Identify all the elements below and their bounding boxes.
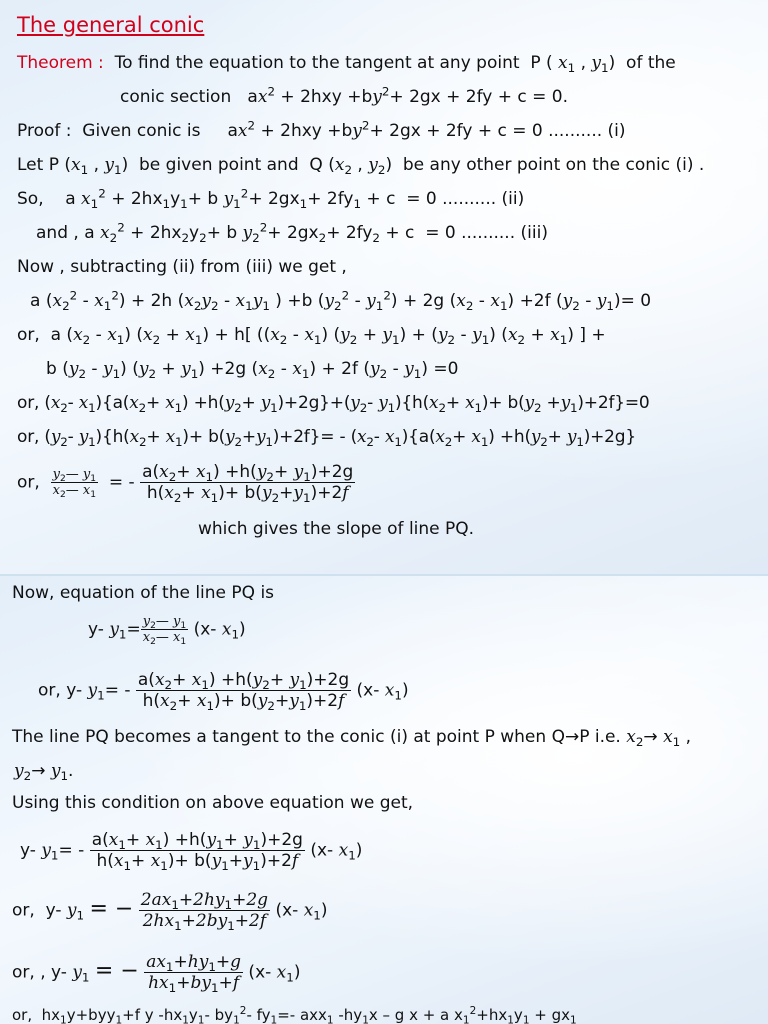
eq-5: or, ($y_2-$ $y_1)\{h(x_2+ x_1)+ b(y_2+y_1)+2f\}= - (x_2-$ $x_1)\{a(x_2+ x_1) +h(y_2+ y_1)+2g\}$ (17, 427, 636, 450)
tangent-line-2: $y_2\to y_1$. (14, 761, 74, 784)
eq-11: or, , y- $y_1$ = − $\frac{ax_1+hy_1+g}{hx_1+by_1+f}$ (x- $x_1$) (12, 952, 301, 996)
theorem-conic: conic section $ax^2 + 2hxy +by^2+ 2gx + 2fy + c = 0$. (120, 84, 569, 107)
theorem-line (17, 52, 676, 74)
eq-6: or, $\frac{y_2— y_1}{x_2— x_1}$ = - $\frac{a(x_2+ x_1) +h(y_2+ y_1)+2g}{h(x_2+ x_1)+ b(y_2+y_1)+2f}$ (17, 462, 354, 506)
tangent-expression-1: $\frac{a(x_1+ x_1) +h(y_1+ y_1)+2g}{h(x_1+ x_1)+ b(y_1+y_1)+2f}$ (91, 830, 303, 874)
let-line: Let P ($x_1$ , $y_1$) be given point and Q ($x_2$ , $y_2$) be any other point on the conic (i) . (17, 155, 705, 178)
tangent-expression-2: $\frac{2ax_1+2hy_1+2g}{2hx_1+2by_1+2f}$ (140, 890, 269, 934)
slope-fraction: $\frac{y_2— y_1}{x_2— x_1}$ (52, 467, 97, 501)
eq-9: y- $y_1=$ - $\frac{a(x_1+ x_1) +h(y_1+ y_1)+2g}{h(x_1+ x_1)+ b(y_1+y_1)+2f}$ (x- $x_1$) (20, 830, 363, 874)
subtract-line: Now , subtracting (ii) from (iii) we get , (17, 257, 347, 277)
theorem-label: Theorem : (17, 53, 104, 73)
eq-8: or, y- $y_1=$ - $\frac{a(x_2+ x_1) +h(y_2+ y_1)+2g}{h(x_2+ x_1)+ b(y_2+y_1)+2f}$ (x- $x_1$) (38, 670, 409, 714)
condition-line: Using this condition on above equation we get, (12, 793, 414, 813)
tangent-expression-3: $\frac{ax_1+hy_1+g}{hx_1+by_1+f}$ (146, 952, 242, 996)
pq-slope-fraction: $\frac{y_2— y_1}{x_2— x_1}$ (142, 614, 187, 648)
slope-note: which gives the slope of line PQ. (198, 519, 475, 539)
eq-iii: and , a $x_2^2 + 2hx_2y_2+ b$ $y_2^2+ 2gx_2+ 2fy_2 + c = 0$ .......... (iii) (36, 220, 548, 246)
eq-10: or, y- $y_1$ = − $\frac{2ax_1+2hy_1+2g}{2hx_1+2by_1+2f}$ (x- $x_1$) (12, 890, 328, 934)
eq-12: or, $hx_1y+byy_1+f$ y $-hx_1y_1-$ $by_1^2-$ $fy_1=-$ axx$_1$ $-hy_1x$ – g x + a $x_1^2+hx_1y_1 + gx_1$ (12, 1005, 577, 1024)
slide-title: The general conic (17, 13, 205, 37)
pq-expression: $\frac{a(x_2+ x_1) +h(y_2+ y_1)+2g}{h(x_2+ x_1)+ b(y_2+y_1)+2f}$ (137, 670, 350, 714)
eq-4: or, ($x_2-$ $x_1)\{a(x_2+ x_1) +h(y_2+ y_1)+2g\}+(y_2-$ $y_1)\{h(x_2+ x_1)+ b(y_2 +y_1)+2f\}=0$ (17, 393, 650, 416)
eq-3: b $(y_2 - y_1) (y_2 + y_1) +2g$ $(x_2 - x_1) + 2f$ $(y_2 - y_1) =0$ (46, 359, 459, 382)
proof-line: Proof : Given conic is $ax^2 + 2hxy +by^2+ 2gx + 2fy + c = 0$ .......... (i) (17, 118, 626, 141)
proof-label: Proof : (17, 121, 72, 141)
tangent-line: The line PQ becomes a tangent to the conic (i) at point P when Q→P i.e. $x_2\to x_1$ , (12, 727, 692, 750)
slide-2 (0, 576, 768, 1024)
eq-2: or, a $(x_2 - x_1) (x_2 + x_1) + h$[ ($(x_2 - x_1) (y_2 + y_1) + (y_2 - y_1) (x_2 + x_1)$ ] + (17, 325, 606, 348)
slope-expression: $\frac{a(x_2+ x_1) +h(y_2+ y_1)+2g}{h(x_2+ x_1)+ b(y_2+y_1)+2f}$ (142, 462, 354, 506)
line-pq-heading: Now, equation of the line PQ is (12, 583, 275, 603)
theorem-text: To find the equation to the tangent at any point P ( $x_1$ , $y_1$) of the (109, 53, 676, 76)
eq-7: y- $y_1=$ $\frac{y_2— y_1}{x_2— x_1}$ (x- $x_1$) (88, 614, 246, 648)
eq-1: a $(x_2^2 - x_1^2) + 2h$ ($x_2y_2 - x_1y_1$ ) +b $(y_2^2 - y_1^2) + 2g$ $(x_2 - x_1) +2f$ $(y_2 - y_1)= 0$ (30, 288, 652, 314)
eq-ii: So, a $x_1^2 + 2hx_1y_1+ b$ $y_1^2+ 2gx_1+ 2fy_1 + c = 0$ .......... (ii) (17, 186, 525, 212)
